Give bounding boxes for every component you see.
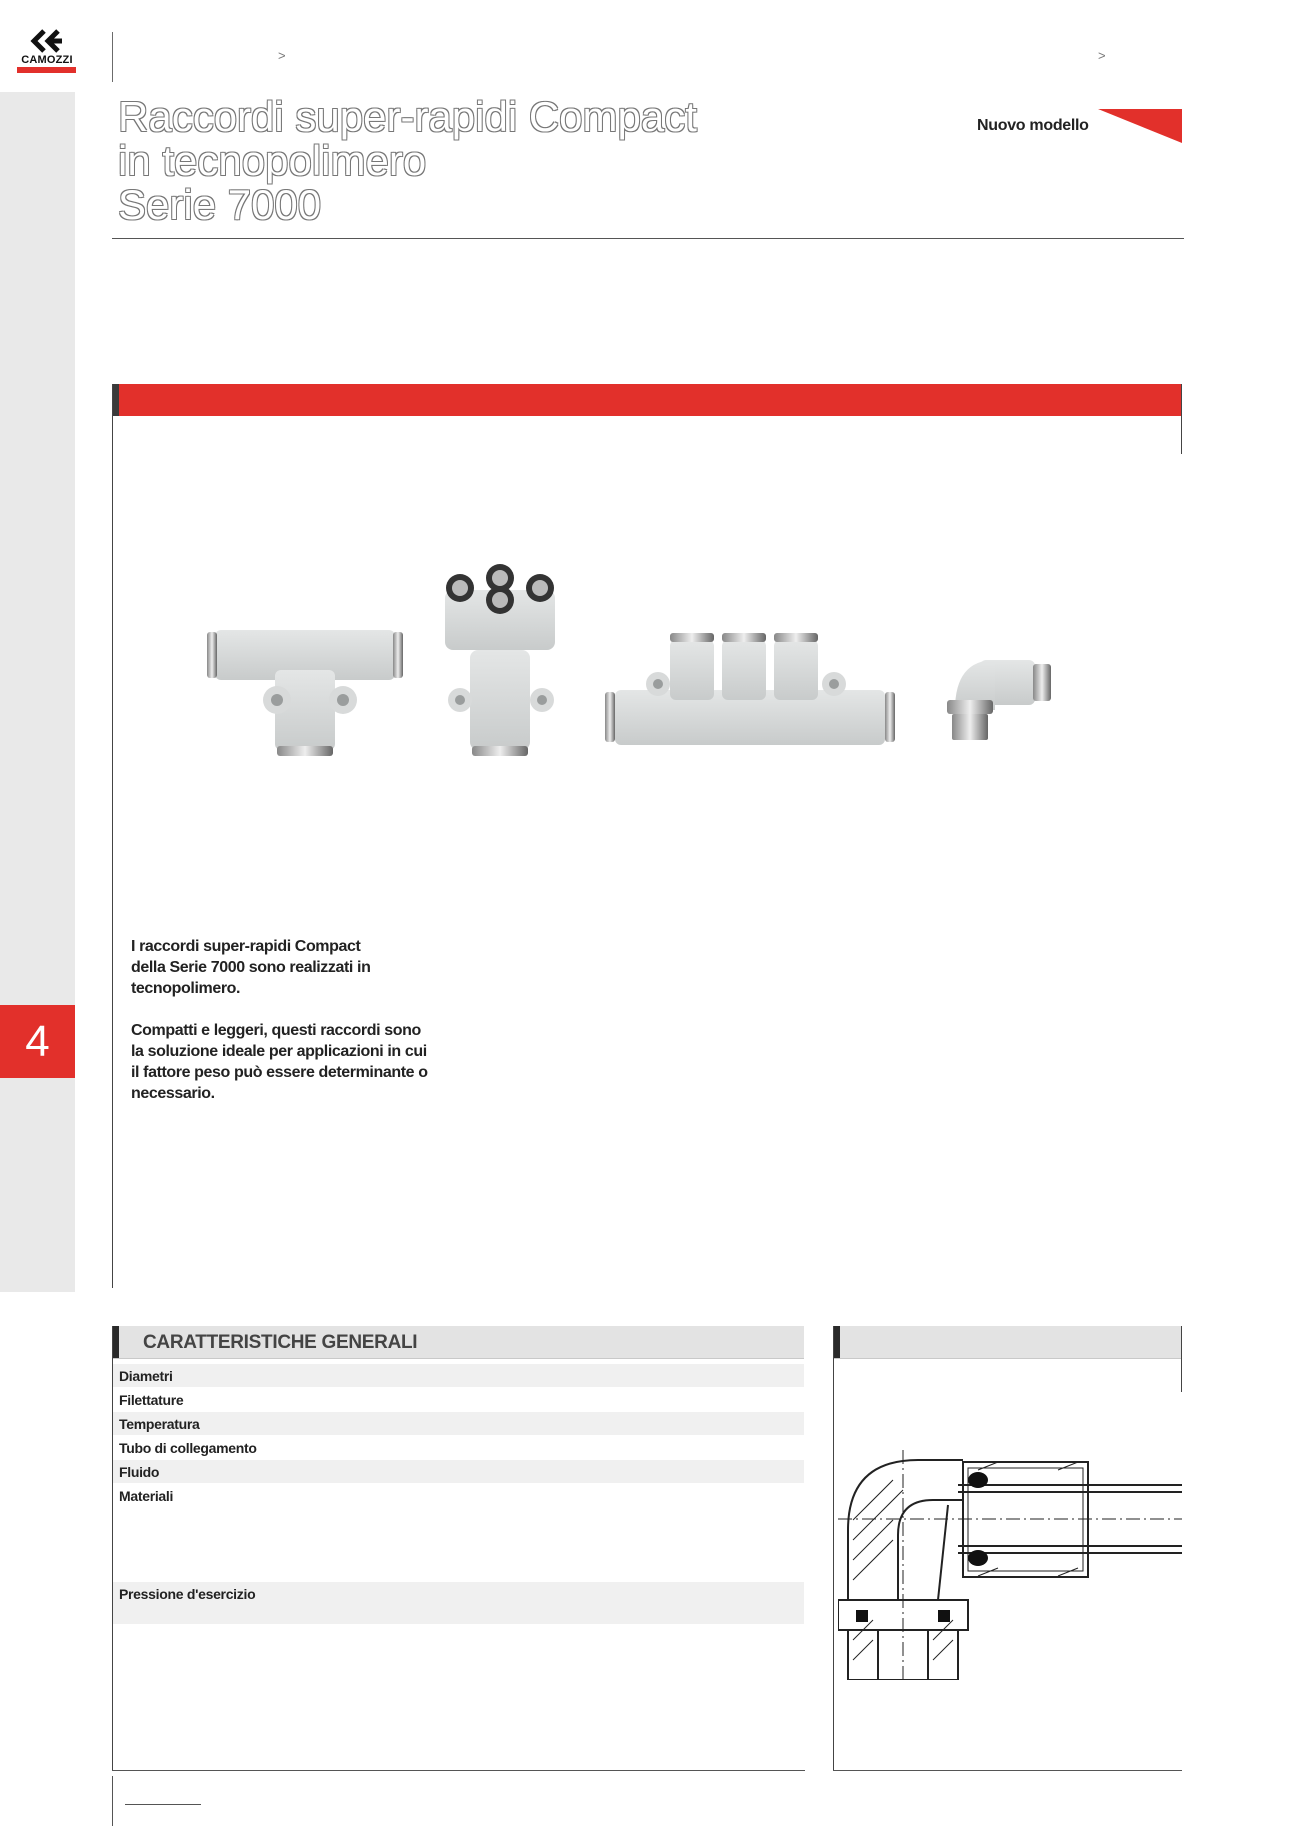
spec-label: Materiali bbox=[119, 1488, 174, 1504]
product-description bbox=[131, 936, 491, 1125]
spec-row-temperatura bbox=[113, 1412, 804, 1435]
spec-row-materiali bbox=[113, 1484, 804, 1580]
manifold-fitting-icon bbox=[605, 633, 895, 745]
content-frame-right bbox=[1181, 384, 1182, 454]
spec-label: Filettature bbox=[119, 1392, 184, 1408]
tee-fitting-icon bbox=[207, 630, 403, 756]
brand-name: CAMOZZI bbox=[21, 54, 73, 66]
spec-label: Diametri bbox=[119, 1368, 173, 1384]
spec-row-fluido bbox=[113, 1460, 804, 1483]
description-line: necessario. bbox=[131, 1085, 215, 1102]
fittings-photo bbox=[195, 560, 1095, 820]
spec-row-pressione bbox=[113, 1582, 804, 1624]
description-paragraph bbox=[131, 1020, 491, 1104]
breadcrumb-separator-left[interactable]: > bbox=[278, 48, 286, 63]
elbow-fitting-icon bbox=[947, 660, 1051, 740]
section-red-bar-cap bbox=[112, 384, 119, 416]
drawing-frame-bottom bbox=[833, 1770, 1182, 1771]
description-line: Compatti e leggeri, questi raccordi sono bbox=[131, 1022, 421, 1039]
spec-label: Temperatura bbox=[119, 1416, 200, 1432]
content-frame-left bbox=[112, 384, 113, 1288]
spec-label: Fluido bbox=[119, 1464, 160, 1480]
drawing-header bbox=[833, 1326, 1182, 1359]
header-divider bbox=[112, 32, 113, 82]
drawing-frame-right bbox=[1181, 1326, 1182, 1392]
spec-row-tubo bbox=[113, 1436, 804, 1459]
page-title bbox=[118, 95, 878, 227]
description-line: della Serie 7000 sono realizzati in bbox=[131, 959, 371, 976]
brand-underline bbox=[17, 67, 76, 73]
description-line: tecnopolimero. bbox=[131, 980, 241, 997]
page-title-line-1: Raccordi super-rapidi Compact bbox=[118, 93, 697, 140]
spec-label: Pressione d'esercizio bbox=[119, 1586, 256, 1602]
footer-rule bbox=[125, 1804, 201, 1805]
multi-outlet-fitting-icon bbox=[445, 564, 555, 756]
specs-frame-bottom bbox=[112, 1770, 805, 1771]
spec-row-filettature bbox=[113, 1388, 804, 1411]
section-red-bar bbox=[112, 384, 1182, 416]
elbow-fitting-section-drawing bbox=[838, 1450, 1182, 1680]
camozzi-logo-icon bbox=[28, 28, 68, 54]
description-paragraph bbox=[131, 936, 491, 999]
description-line: I raccordi super-rapidi Compact bbox=[131, 938, 361, 955]
footer-divider bbox=[112, 1776, 113, 1826]
spec-label: Tubo di collegamento bbox=[119, 1440, 257, 1456]
spec-row-diametri bbox=[113, 1364, 804, 1387]
chapter-sidebar bbox=[0, 92, 75, 1292]
specs-title: CARATTERISTICHE GENERALI bbox=[143, 1332, 418, 1353]
page-title-line-2: in tecnopolimero bbox=[118, 137, 427, 184]
specs-header-cap bbox=[112, 1326, 119, 1358]
drawing-frame-left bbox=[833, 1326, 834, 1771]
breadcrumb-separator-right[interactable]: > bbox=[1098, 48, 1106, 63]
new-model-badge-label: Nuovo modello bbox=[977, 117, 1089, 134]
description-line: il fattore peso può essere determinante o bbox=[131, 1064, 428, 1081]
chapter-number-tab[interactable]: 4 bbox=[0, 1005, 75, 1078]
new-model-badge-icon bbox=[1098, 109, 1182, 143]
description-line: la soluzione ideale per applicazioni in cui bbox=[131, 1043, 427, 1060]
title-divider bbox=[112, 238, 1184, 239]
drawing-header-cap bbox=[833, 1326, 840, 1358]
page-title-line-3: Serie 7000 bbox=[118, 181, 322, 228]
